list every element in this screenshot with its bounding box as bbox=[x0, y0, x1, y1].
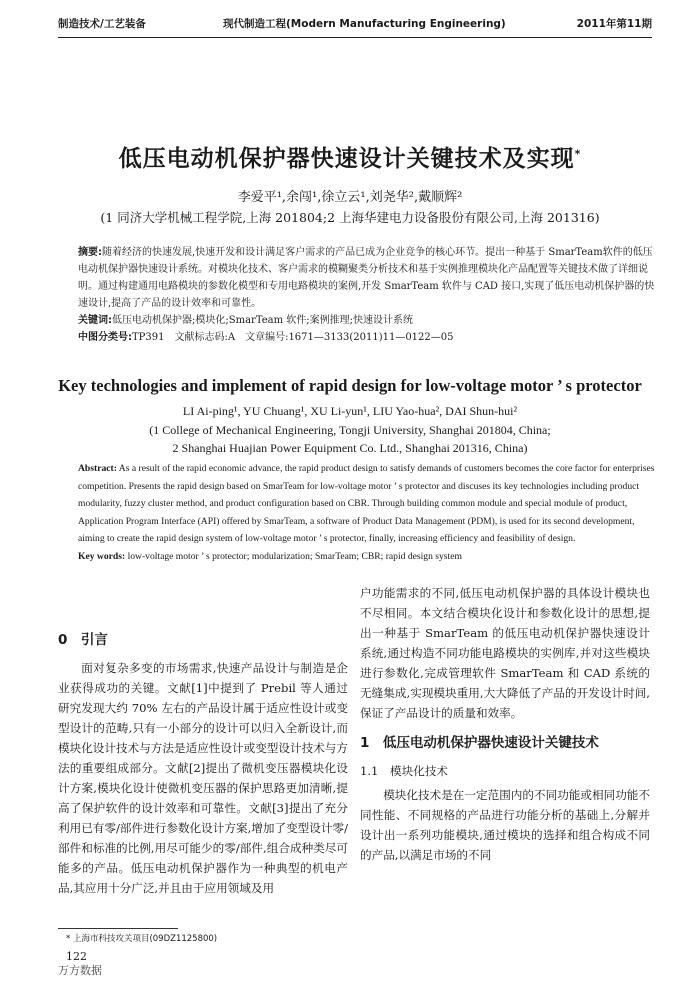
section-0-heading: 0 引言 bbox=[58, 632, 108, 648]
class-text: TP391 文献标志码:A 文章编号:1671—3133(2011)11—0122—05 bbox=[132, 332, 454, 343]
keywords-cn-text: 低压电动机保护器;模块化;SmarTeam 软件;案例推理;快速设计系统 bbox=[112, 315, 413, 326]
footnote-rule bbox=[58, 928, 178, 929]
abstract-en-text: As a result of the rapid economic advance, the rapid product design to satisfy demands of customers becomes the core factor for enterprises competition. Presents the rapid design based on SmarTeam for low-voltage motor ’ s protector and discuses its key technologies including product modularity, fuzzy cluster method, and product configuration based on CBR. Through building common module and special module of product, Application Program Interface (API) offered by SmarTeam, a software of Product Data Management (PDM), is used for its second development, aiming to create the rapid design system of low-voltage motor ’ s protector, finally, increasing efficiency and feasibility of design. bbox=[78, 463, 655, 544]
header-section: 制造技术/工艺装备 bbox=[58, 18, 146, 30]
section-1-1-heading: 1.1 模块化技术 bbox=[360, 764, 449, 778]
authors-en: LI Ai-ping¹, YU Chuang¹, XU Li-yun¹, LIU Yao-hua², DAI Shun-hui² bbox=[182, 404, 518, 418]
section-1-heading: 1 低压电动机保护器快速设计关键技术 bbox=[360, 735, 599, 751]
section-0-paragraph-2: 户功能需求的不同,低压电动机保护器的具体设计模块也不尽相同。本文结合模块化设计和参数化设计的思想,提出一种基于 SmarTeam 的低压电动机保护器快速设计系统,通过构造不同功能电路模块的实例库,并对这些模块进行参数化,完成管理软件 SmarTeam 和 CAD 系统的无缝集成,实现模块重用,大大降低了产品的开发设计时间,保证了产品设计的质量和效率。 bbox=[360, 586, 650, 720]
affiliation-en-2: 2 Shanghai Huajian Power Equipment Co. Ltd., Shanghai 201316, China) bbox=[172, 441, 528, 455]
abstract-cn-label: 摘要: bbox=[78, 247, 102, 258]
header-issue: 2011年第11期 bbox=[576, 18, 652, 30]
section-0-paragraph-1: 面对复杂多变的市场需求,快速产品设计与制造是企业获得成功的关键。文献[1]中提到了 Prebil 等人通过研究发现大约 70% 左右的产品设计属于适应性设计或变型设计的范畴,只有一小部分的设计可以归入全新设计,而模块化设计技术与方法是适应性设计或变型设计技术与方法的重要组成部分。文献[2]提出了微机变压器模块化设计方案,模块化设计使微机变压器的保护思路更加清晰,提高了保护软件的设计效率和可靠性。文献[3]提出了充分利用已有零/部件进行参数化设计方案,增加了变型设计零/部件和标准的比例,用尽可能少的零/部件,组合成种类尽可能多的产品。低压电动机保护器作为一种典型的机电产品,其应用十分广泛,并且由于应用领域及用 bbox=[58, 661, 348, 895]
section-1-1-paragraph: 模块化技术是在一定范围内的不同功能或相同功能不同性能、不同规格的产品进行功能分析的基础上,分解并设计出一系列功能模块,通过模块的选择和组合构成不同的产品,以满足市场的不同 bbox=[360, 788, 650, 862]
class-label: 中图分类号: bbox=[78, 332, 132, 343]
keywords-en-text: low-voltage motor ’ s protector; modularization; SmarTeam; CBR; rapid design system bbox=[127, 550, 462, 562]
body-left-column bbox=[58, 624, 348, 898]
affiliation-cn: (1 同济大学机械工程学院,上海 201804;2 上海华建电力设备股份有限公司,上海 201316) bbox=[100, 210, 600, 225]
affiliation-en-1: (1 College of Mechanical Engineering, Tongji University, Shanghai 201804, China; bbox=[149, 423, 551, 437]
header-journal: 现代制造工程(Modern Manufacturing Engineering) bbox=[223, 18, 506, 30]
header-rule bbox=[58, 37, 652, 38]
watermark: 万方数据 bbox=[58, 964, 102, 977]
abstract-en bbox=[78, 460, 658, 565]
keywords-en-label: Key words: bbox=[78, 550, 126, 562]
authors-cn: 李爱平¹,余闯¹,徐立云¹,刘尧华²,戴顺辉² bbox=[237, 190, 463, 205]
title-footnote-mark: * bbox=[574, 147, 582, 161]
running-header bbox=[58, 16, 652, 36]
page-title-cn bbox=[0, 140, 700, 173]
abstract-cn-text: 随着经济的快速发展,快速开发和设计满足客户需求的产品已成为企业竞争的核心环节。提出一种基于 SmarTeam软件的低压电动机保护器快速设计系统。对模块化技术、客户需求的模糊聚类分析技术和基于实例推理模块化产品配置等关键技术做了详细说明。通过构建通用电路模块的参数化模型和专用电路模块的案例,开发 SmarTeam 软件与 CAD 接口,实现了低压电动机保护器的快速设计,提高了产品的设计效率和可靠性。 bbox=[78, 247, 655, 309]
footnote: * 上海市科技攻关项目(09DZ1125800) bbox=[66, 934, 218, 944]
title-cn-text: 低压电动机保护器快速设计关键技术及实现 bbox=[118, 146, 575, 172]
body-right-column bbox=[360, 583, 650, 865]
abstract-en-label: Abstract: bbox=[78, 463, 117, 474]
page-number: 122 bbox=[66, 950, 87, 963]
abstract-cn bbox=[78, 244, 658, 346]
page-title-en: Key technologies and implement of rapid design for low-voltage motor ’ s protector bbox=[58, 376, 642, 395]
keywords-cn-label: 关键词: bbox=[78, 315, 112, 326]
